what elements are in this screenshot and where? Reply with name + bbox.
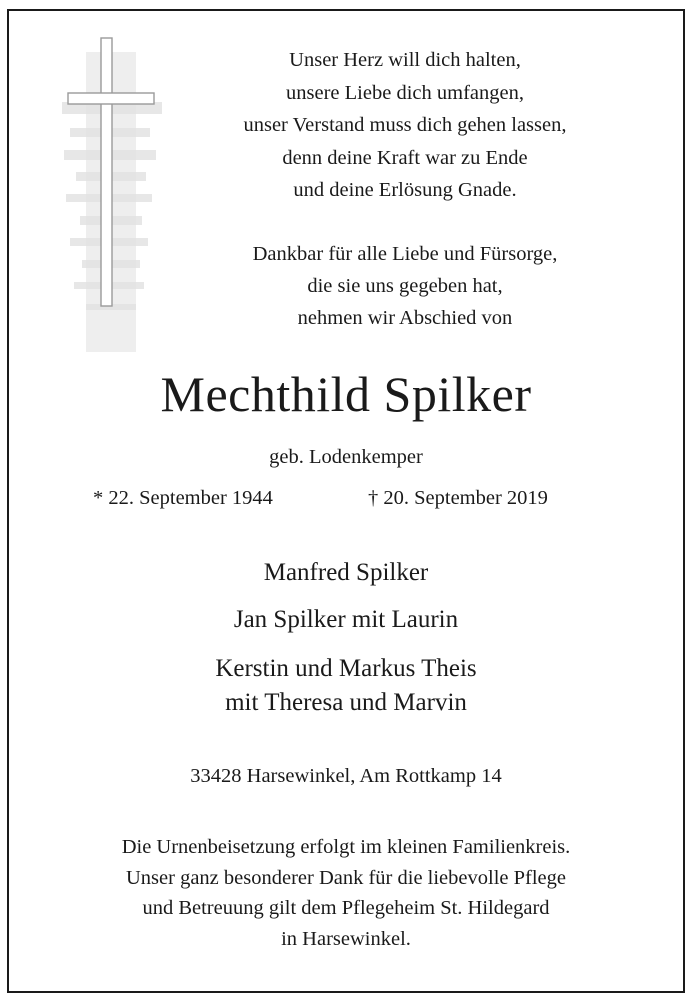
thanks-line: Dankbar für alle Liebe und Fürsorge, [252,243,558,265]
notice-line: in Harsewinkel. [281,927,411,950]
family-member-group [0,652,692,720]
poem-line: unser Verstand muss dich gehen lassen, [243,114,567,136]
poem [190,44,620,207]
family-line: Kerstin und Markus Theis [215,655,477,682]
thanks-text [190,238,620,334]
poem-line: und deine Erlösung Gnade. [293,179,517,201]
thanks-line: die sie uns gegeben hat, [307,275,503,297]
family-member: Manfred Spilker [263,559,429,586]
poem-line: Unser Herz will dich halten, [289,49,521,71]
poem-line: denn deine Kraft war zu Ende [282,146,528,169]
notice-line: Unser ganz besonderer Dank für die liebevolle Pflege [125,866,566,889]
notice-line: und Betreuung gilt dem Pflegeheim St. Hildegard [142,897,550,919]
address: 33428 Harsewinkel, Am Rottkamp 14 [190,765,502,787]
deceased-name: Mechthild Spilker [160,366,532,422]
thanks-line: nehmen wir Abschied von [297,307,513,329]
death-date: † 20. September 2019 [368,487,548,509]
funeral-notice [20,832,672,954]
birth-date: * 22. September 1944 [93,487,273,509]
family-member: Jan Spilker mit Laurin [233,606,459,633]
cross-icon [56,32,166,352]
poem-line: unsere Liebe dich umfangen, [286,81,524,104]
birth-name: geb. Lodenkemper [269,446,423,468]
notice-line: Die Urnenbeisetzung erfolgt im kleinen Familienkreis. [121,836,571,858]
family-line: mit Theresa und Marvin [225,689,467,716]
